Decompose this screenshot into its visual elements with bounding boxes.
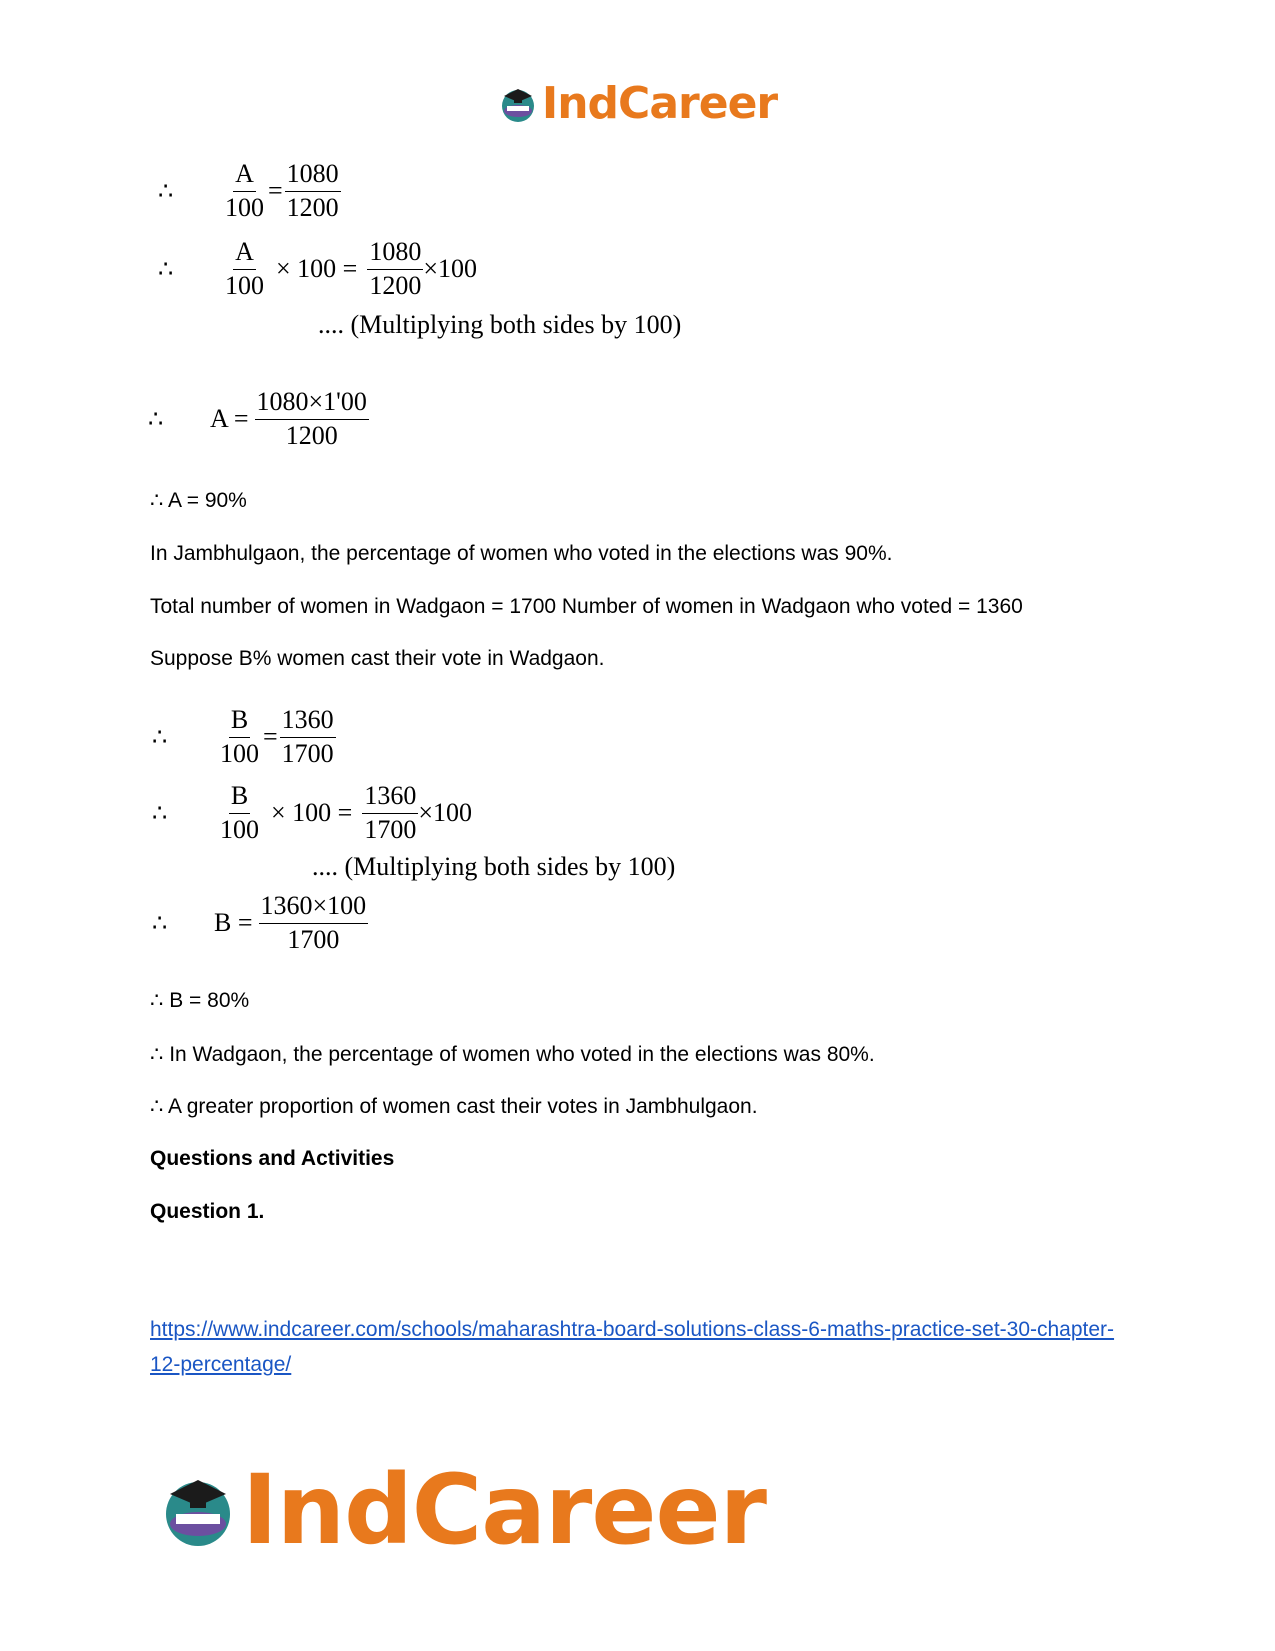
section-heading: Questions and Activities: [150, 1147, 395, 1170]
jambhulgaon-statement: In Jambhulgaon, the percentage of women who voted in the elections was 90%.: [150, 542, 893, 565]
source-url-link[interactable]: https://www.indcareer.com/schools/maharashtra-board-solutions-class-6-maths-practice-set-30-chapter-12-percentage/: [150, 1318, 1115, 1376]
equation-b-1: ∴ $\frac{B}{100}$ = $\frac{1360}{1700}$: [152, 705, 334, 768]
footer-logo: [158, 1454, 766, 1566]
graduation-globe-icon: [158, 1470, 238, 1550]
equation-a-3: ∴ A = $\frac{1080\times 1'00}{1200}$: [148, 387, 367, 450]
header-logo: [0, 78, 1275, 129]
wadgaon-result: ∴ In Wadgaon, the percentage of women who voted in the elections was 80%.: [150, 1043, 875, 1066]
therefore-symbol: ∴: [152, 909, 168, 938]
equation-a-note: .... (Multiplying both sides by 100): [318, 310, 682, 339]
equation-a-2: ∴ $\frac{A}{100}$ × 100 = $\frac{1080}{1200}$ ×100: [158, 237, 477, 300]
equation-b-3: ∴ B = $\frac{1360\times 100}{1700}$: [152, 891, 367, 954]
logo-wordmark: IndCareer: [242, 1454, 766, 1566]
logo-wordmark: IndCareer: [541, 78, 778, 129]
a-result: ∴ A = 90%: [150, 489, 247, 512]
equation-a-1: ∴ $\frac{A}{100}$ = $\frac{1080}{1200}$: [158, 159, 339, 222]
therefore-symbol: ∴: [152, 799, 168, 828]
equation-b-2: ∴ $\frac{B}{100}$ × 100 = $\frac{1360}{1700}$ ×100: [152, 781, 472, 844]
suppose-b: Suppose B% women cast their vote in Wadgaon.: [150, 647, 605, 670]
wadgaon-totals: Total number of women in Wadgaon = 1700 Number of women in Wadgaon who voted = 1360: [150, 595, 1023, 618]
greater-proportion: ∴ A greater proportion of women cast their votes in Jambhulgaon.: [150, 1095, 758, 1118]
therefore-symbol: ∴: [148, 405, 164, 434]
therefore-symbol: ∴: [158, 177, 174, 206]
therefore-symbol: ∴: [158, 255, 174, 284]
therefore-symbol: ∴: [152, 723, 168, 752]
question-heading: Question 1.: [150, 1200, 265, 1223]
equation-b-note: .... (Multiplying both sides by 100): [312, 852, 676, 881]
b-result: ∴ B = 80%: [150, 989, 250, 1012]
graduation-globe-icon: [498, 84, 538, 124]
